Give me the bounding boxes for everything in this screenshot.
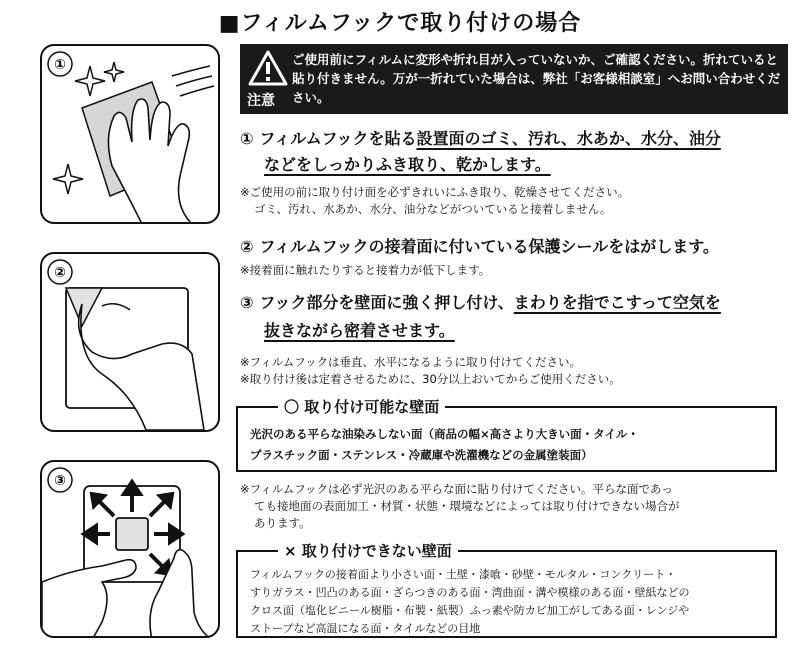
- illustration-panel-peel: [40, 252, 220, 432]
- illustration-panel-press: [40, 460, 220, 638]
- step-3-heading-line2: [240, 316, 795, 346]
- surface-note-line-3: あります。: [254, 516, 311, 530]
- step-3-note-2: ※取り付け後は定着させるために、30分以上おいてからご使用ください。: [240, 372, 621, 386]
- compatible-surfaces-box: [236, 398, 777, 472]
- step-2-note: ※接着面に触れたりすると接着力が低下します。: [240, 263, 491, 277]
- caution-box: [240, 44, 788, 114]
- step-text: フィルムフックの接着面に付いている保護シールをはがします。: [259, 237, 719, 256]
- illustration-panel-wipe: [40, 44, 220, 224]
- step-2-heading: [240, 232, 795, 262]
- press-illustration: [42, 462, 220, 638]
- incompatible-line: ストーブなど高温になる面・タイルなどの目地: [250, 622, 481, 635]
- compatible-surfaces-text: [250, 424, 770, 466]
- incompatible-line: すりガラス・凹凸のある面・ざらつきのある面・湾曲面・溝や模様のある面・壁紙などの: [250, 586, 690, 599]
- step-1-note-1: ※ご使用の前に取り付け面を必ずきれいにふき取り、乾燥させてください。: [240, 185, 630, 199]
- step-1-heading-line2: [240, 150, 795, 180]
- step-number: ③: [240, 293, 254, 312]
- step-text: フィルムフックを貼る: [259, 129, 417, 148]
- compatible-line: プラスチック面・ステンレス・冷蔵庫や洗濯機などの金属塗装面）: [250, 448, 593, 462]
- incompatible-surfaces-text: [250, 566, 770, 638]
- left-hand-icon: [42, 560, 136, 638]
- step-text-underlined: などをしっかりふき取り、乾かします。: [264, 155, 551, 174]
- warning-triangle-icon: [248, 50, 288, 88]
- step-text-underlined: まわりを指でこすって空気を: [513, 293, 721, 312]
- step-number: ①: [240, 129, 254, 148]
- compatible-surfaces-title: 〇 取り付け可能な壁面: [278, 396, 445, 417]
- sparkle-icon: [53, 164, 83, 194]
- step-1-note-2: ゴミ、汚れ、水あか、水分、油分などがついていると接着しません。: [254, 202, 612, 216]
- sparkle-icon: [104, 62, 124, 82]
- sparkle-icon: [75, 66, 105, 96]
- incompatible-line: クロス面（塩化ビニール樹脂・布製・紙製）ふっ素や防カビ加工がしてある面・レンジや: [250, 604, 690, 617]
- incompatible-surfaces-title: × 取り付けできない壁面: [278, 540, 458, 561]
- caution-text: ご使用前にフィルムに変形や折れ目が入っていないか、ご確認ください。折れていると貼り付きません。万が一折れていた場合は、弊社「お客様相談室」へお問い合わせください。: [292, 52, 781, 105]
- surface-note-line-2: ても接地面の表面加工・材質・状態・環境などによっては取り付けできない場合が: [254, 499, 680, 513]
- incompatible-surfaces-box: [236, 542, 777, 638]
- panel-number: ①: [54, 57, 66, 73]
- caution-label: 注意: [247, 93, 275, 109]
- panel-number: ②: [54, 265, 66, 281]
- step-number: ②: [240, 237, 254, 256]
- step-3-note-1: ※フィルムフックは垂直、水平になるように取り付けてください。: [240, 355, 581, 369]
- peel-illustration: [42, 254, 220, 432]
- page-title: ■フィルムフックで取り付けの場合: [218, 11, 582, 36]
- step-text: フック部分を壁面に強く押し付け、: [259, 293, 514, 312]
- compatible-line: 光沢のある平らな油染みしない面（商品の幅×高さより大きい面・タイル・: [250, 427, 639, 441]
- step-text-underlined: 抜きながら密着させます。: [264, 321, 455, 340]
- step-3-heading: [240, 288, 795, 318]
- wipe-illustration: [42, 46, 220, 224]
- incompatible-line: フィルムフックの接着面より小さい面・土壁・漆喰・砂壁・モルタル・コンクリート・: [250, 568, 677, 581]
- hook-icon: [116, 518, 148, 550]
- step-text-underlined: 設置面のゴミ、汚れ、水あか、水分、油分: [416, 129, 721, 148]
- surface-note-line-1: ※フィルムフックは必ず光沢のある平らな面に貼り付けてください。平らな面であっ: [240, 482, 673, 496]
- panel-number: ③: [54, 473, 66, 489]
